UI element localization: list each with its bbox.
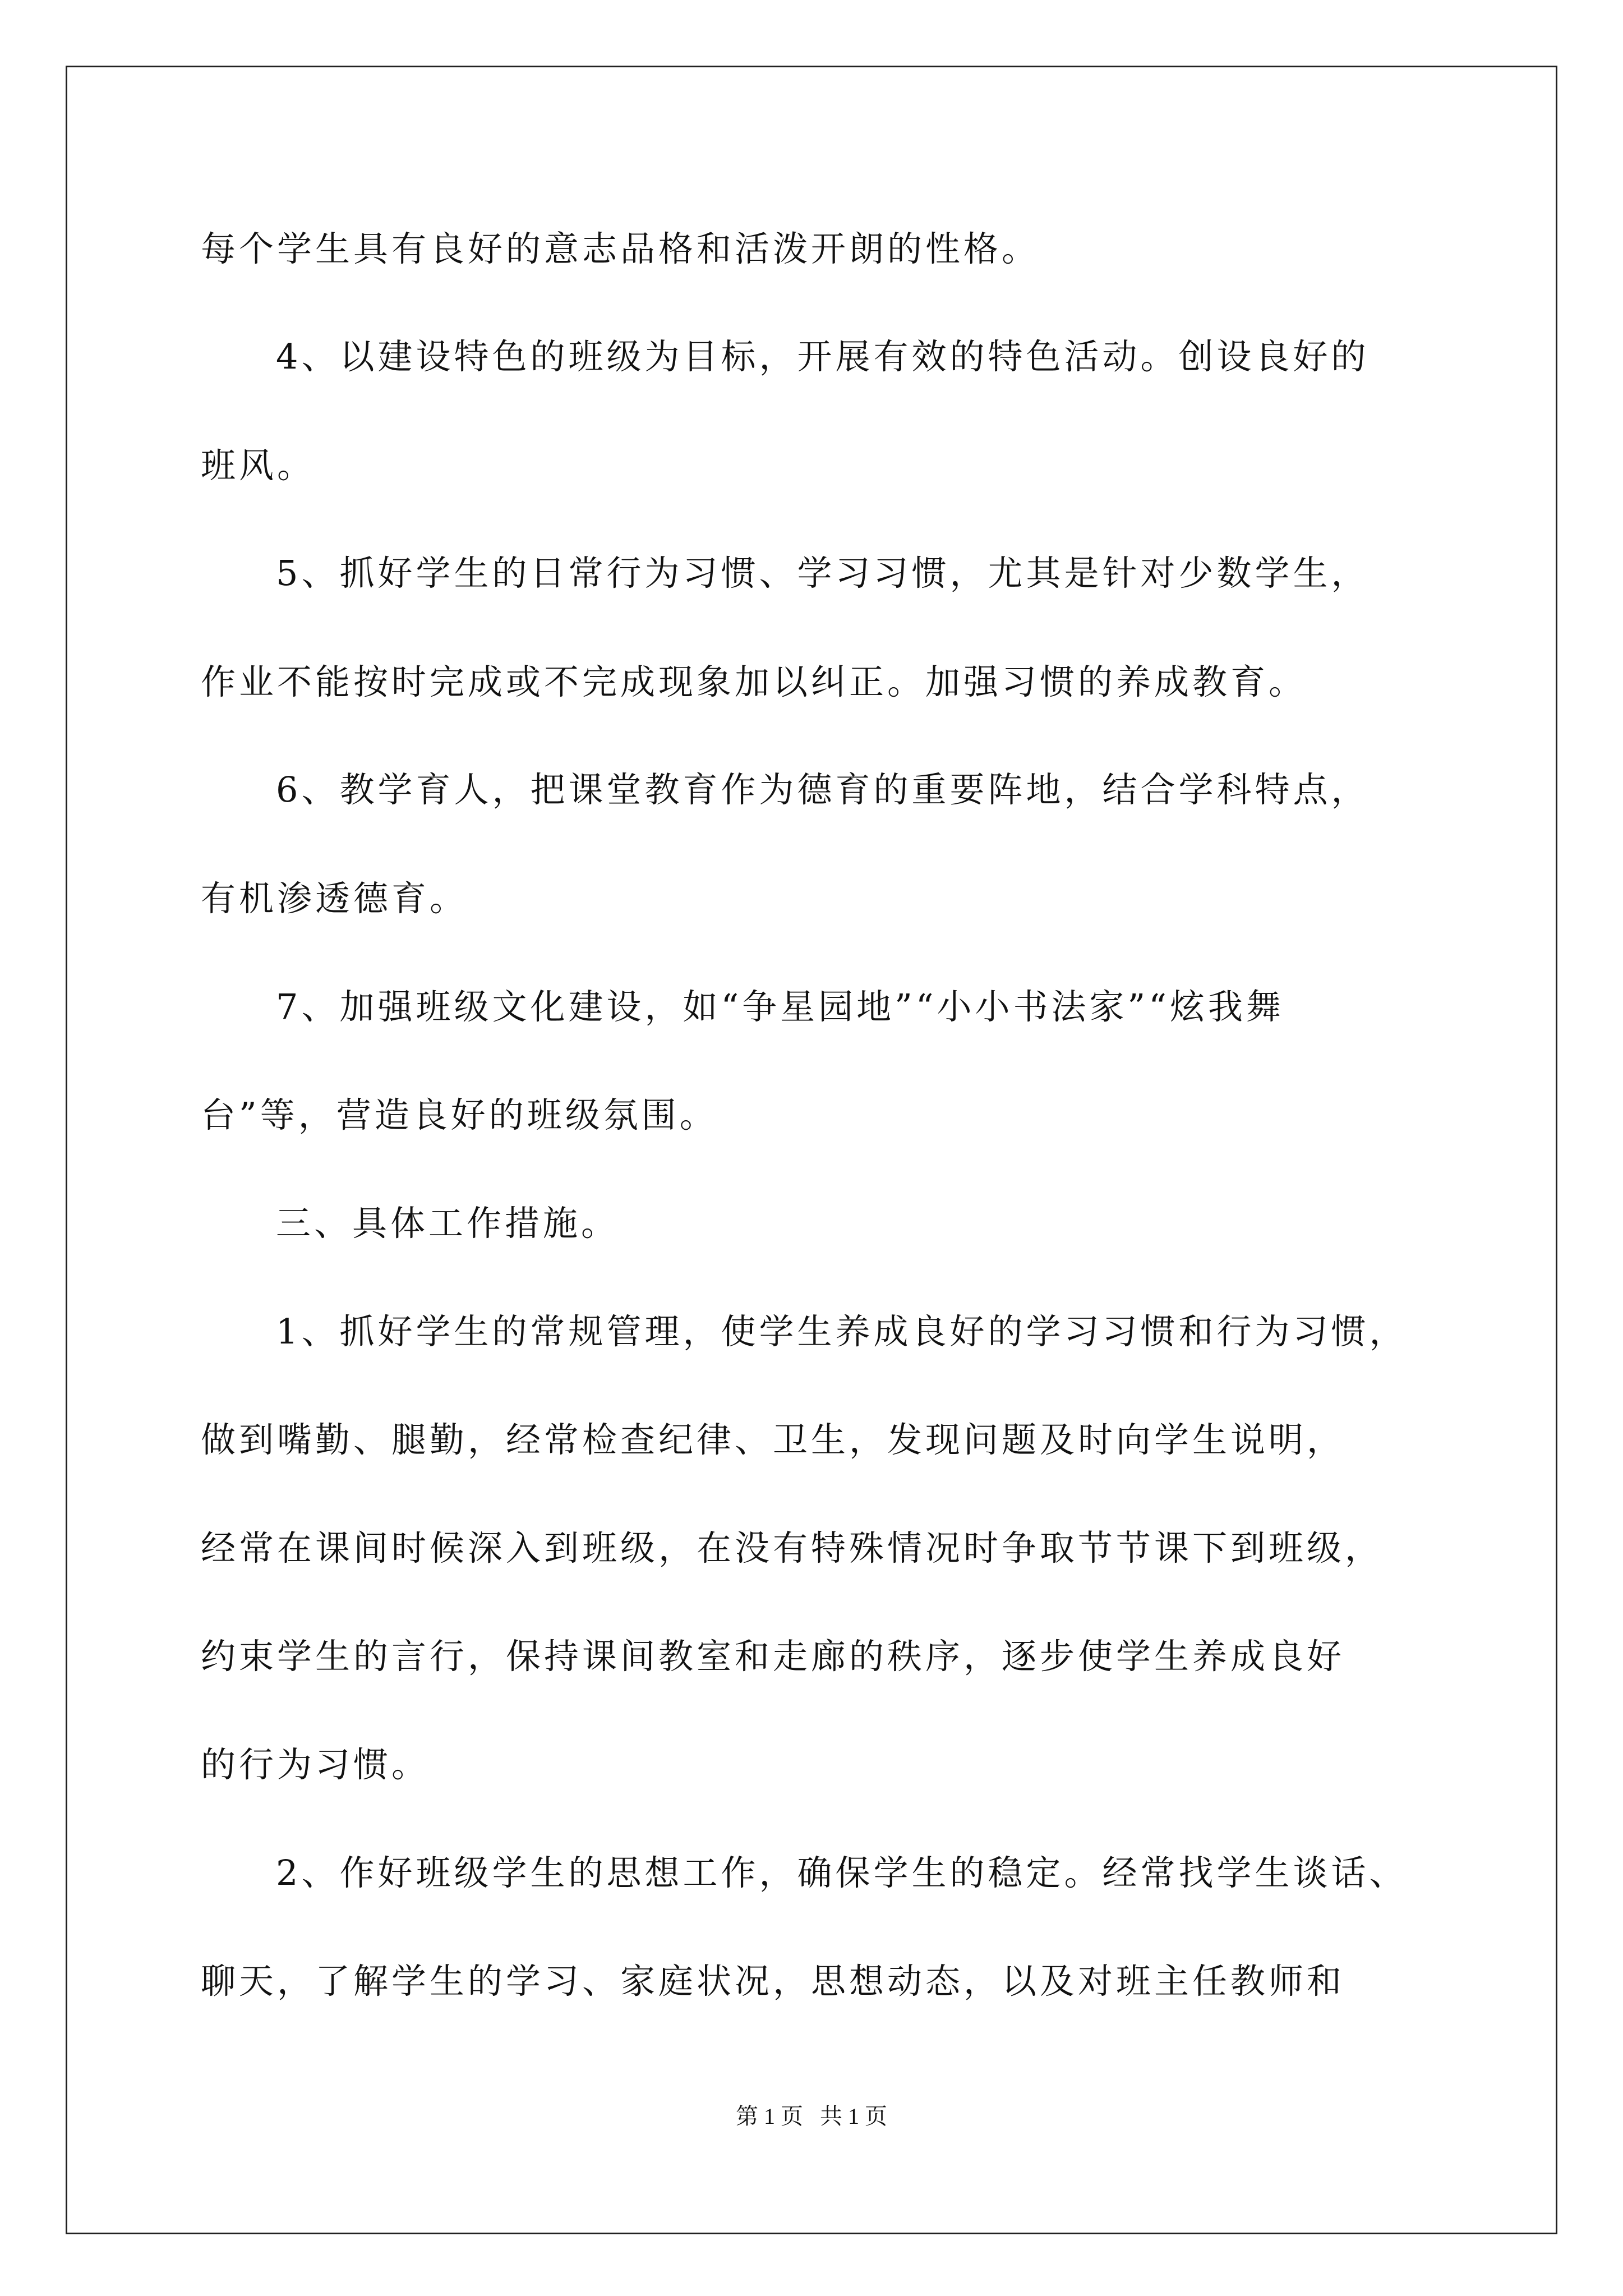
page-number-footer: 第 1 页 共 1 页: [736, 2104, 887, 2129]
paragraph-line: 台”等，营造良好的班级氛围。: [201, 1094, 718, 1135]
paragraph-line: 5、抓好学生的日常行为习惯、学习习惯，尤其是针对少数学生，: [276, 553, 1370, 593]
paragraph-line: 4、以建设特色的班级为目标，开展有效的特色活动。创设良好的: [276, 336, 1370, 377]
section-heading: 三、具体工作措施。: [276, 1203, 620, 1244]
paragraph-line: 2、作好班级学生的思想工作，确保学生的稳定。经常找学生谈话、: [276, 1852, 1408, 1893]
paragraph-line: 经常在课间时候深入到班级，在没有特殊情况时争取节节课下到班级，: [201, 1527, 1384, 1568]
paragraph-line: 6、教学育人，把课堂教育作为德育的重要阵地，结合学科特点，: [276, 769, 1370, 810]
paragraph-line: 做到嘴勤、腿勤，经常检查纪律、卫生，发现问题及时向学生说明，: [201, 1419, 1345, 1460]
paragraph-line: 作业不能按时完成或不完成现象加以纠正。加强习惯的养成教育。: [201, 661, 1307, 702]
paragraph-line: 7、加强班级文化建设，如“争星园地”“小小书法家”“炫我舞: [276, 986, 1284, 1027]
paragraph-line: 1、抓好学生的常规管理，使学生养成良好的学习习惯和行为习惯，: [276, 1311, 1408, 1352]
page-border: [66, 66, 1557, 2234]
paragraph-line: 约束学生的言行，保持课间教室和走廊的秩序，逐步使学生养成良好: [201, 1636, 1345, 1677]
paragraph-line: 的行为习惯。: [201, 1744, 430, 1785]
paragraph-line: 每个学生具有良好的意志品格和活泼开朗的性格。: [201, 228, 1040, 269]
paragraph-line: 有机渗透德育。: [201, 878, 468, 919]
paragraph-line: 聊天，了解学生的学习、家庭状况，思想动态，以及对班主任教师和: [201, 1961, 1345, 2001]
paragraph-line: 班风。: [201, 445, 316, 486]
